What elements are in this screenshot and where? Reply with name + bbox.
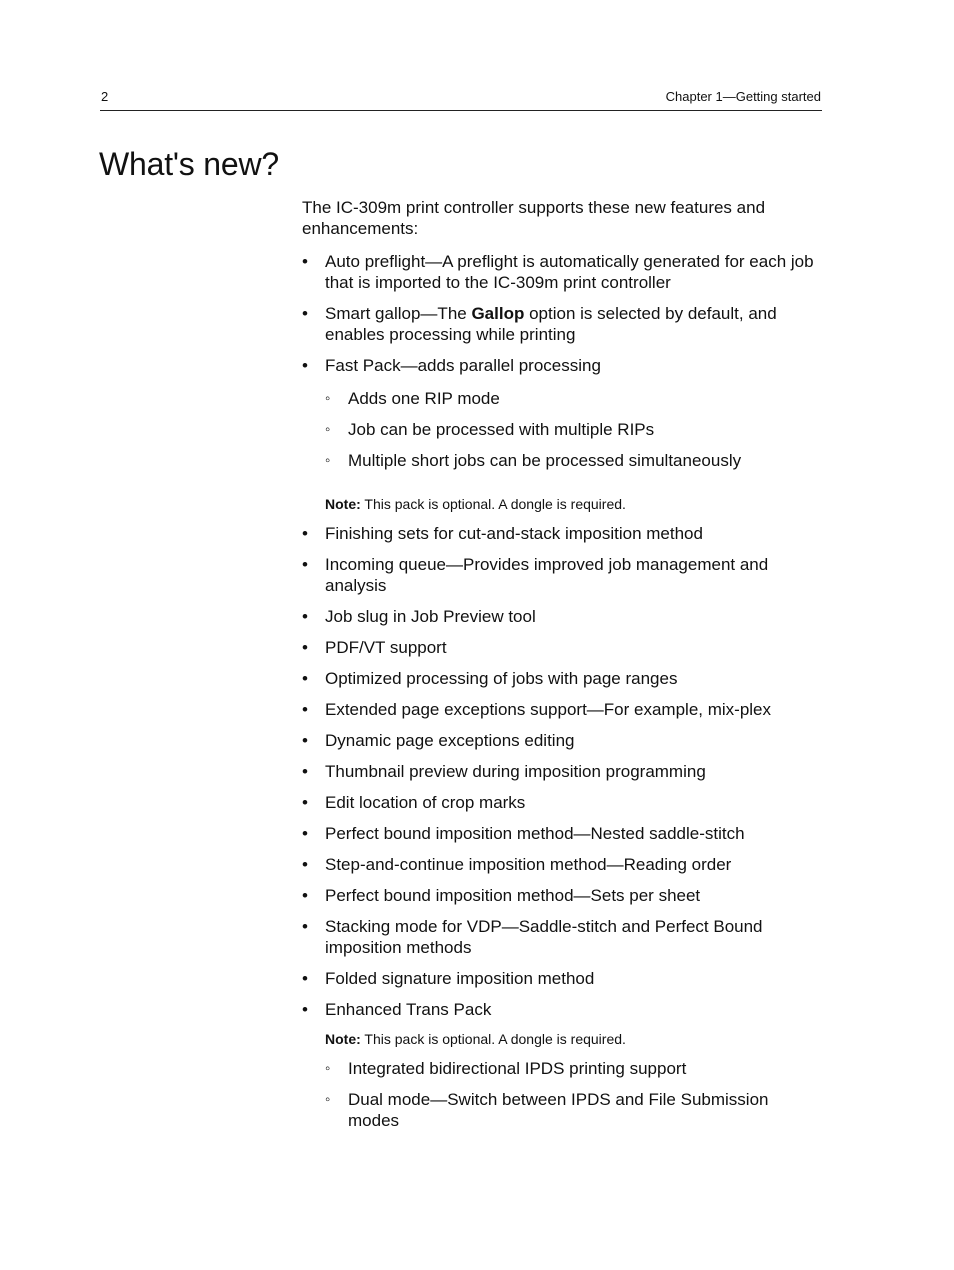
list-item: • Edit location of crop marks (302, 792, 822, 813)
feature-list (302, 251, 822, 1131)
list-item: • Perfect bound imposition method—Nested saddle-stitch (302, 823, 822, 844)
trans-pack-sublist (325, 1058, 822, 1131)
page-header (100, 88, 822, 111)
note-trans-pack (325, 1030, 822, 1048)
sub-list-item: ◦ Adds one RIP mode (325, 388, 822, 409)
list-item: • PDF/VT support (302, 637, 822, 658)
sub-list-item: ◦ Dual mode—Switch between IPDS and File Submission modes (325, 1089, 822, 1131)
page-number: 2 (101, 89, 109, 104)
list-item: • Incoming queue—Provides improved job management and analysis (302, 554, 822, 596)
gallop-option-name: Gallop (471, 304, 525, 323)
sub-list-item: ◦ Job can be processed with multiple RIPs (325, 419, 822, 440)
sub-list-item: ◦ Multiple short jobs can be processed simultaneously (325, 450, 822, 471)
list-item-text: Smart gallop—The (325, 304, 472, 323)
list-item-text: Fast Pack—adds parallel processing (325, 356, 601, 375)
list-item: • Auto preflight—A preflight is automatically generated for each job that is imported to the IC-309m print controller (302, 251, 822, 293)
note-text: This pack is optional. A dongle is required. (360, 496, 626, 512)
page-title: What's new? (99, 146, 279, 182)
list-item: • Finishing sets for cut-and-stack imposition method (302, 523, 822, 544)
list-item: • Thumbnail preview during imposition programming (302, 761, 822, 782)
list-item: • Dynamic page exceptions editing (302, 730, 822, 751)
list-item: • Job slug in Job Preview tool (302, 606, 822, 627)
note-fast-pack (325, 495, 822, 513)
sub-list-item: ◦ Integrated bidirectional IPDS printing support (325, 1058, 822, 1079)
list-item: • Step-and-continue imposition method—Reading order (302, 854, 822, 875)
note-label: Note: (325, 496, 361, 512)
list-item (302, 999, 822, 1131)
list-item-text: Enhanced Trans Pack (325, 1000, 492, 1019)
note-text: This pack is optional. A dongle is required. (360, 1031, 626, 1047)
list-item (302, 303, 822, 345)
intro-paragraph: The IC-309m print controller supports these new features and enhancements: (302, 198, 766, 238)
fast-pack-sublist (325, 388, 822, 471)
chapter-title: Chapter 1—Getting started (665, 89, 821, 104)
note-label: Note: (325, 1031, 361, 1047)
main-content (302, 197, 822, 1141)
list-item: • Optimized processing of jobs with page ranges (302, 668, 822, 689)
list-item (302, 355, 822, 513)
list-item-text: option is selected by default, and enables processing while printing (325, 304, 777, 344)
list-item: • Extended page exceptions support—For example, mix-plex (302, 699, 822, 720)
list-item: • Folded signature imposition method (302, 968, 822, 989)
list-item: • Perfect bound imposition method—Sets per sheet (302, 885, 822, 906)
list-item: • Stacking mode for VDP—Saddle-stitch and Perfect Bound imposition methods (302, 916, 822, 958)
